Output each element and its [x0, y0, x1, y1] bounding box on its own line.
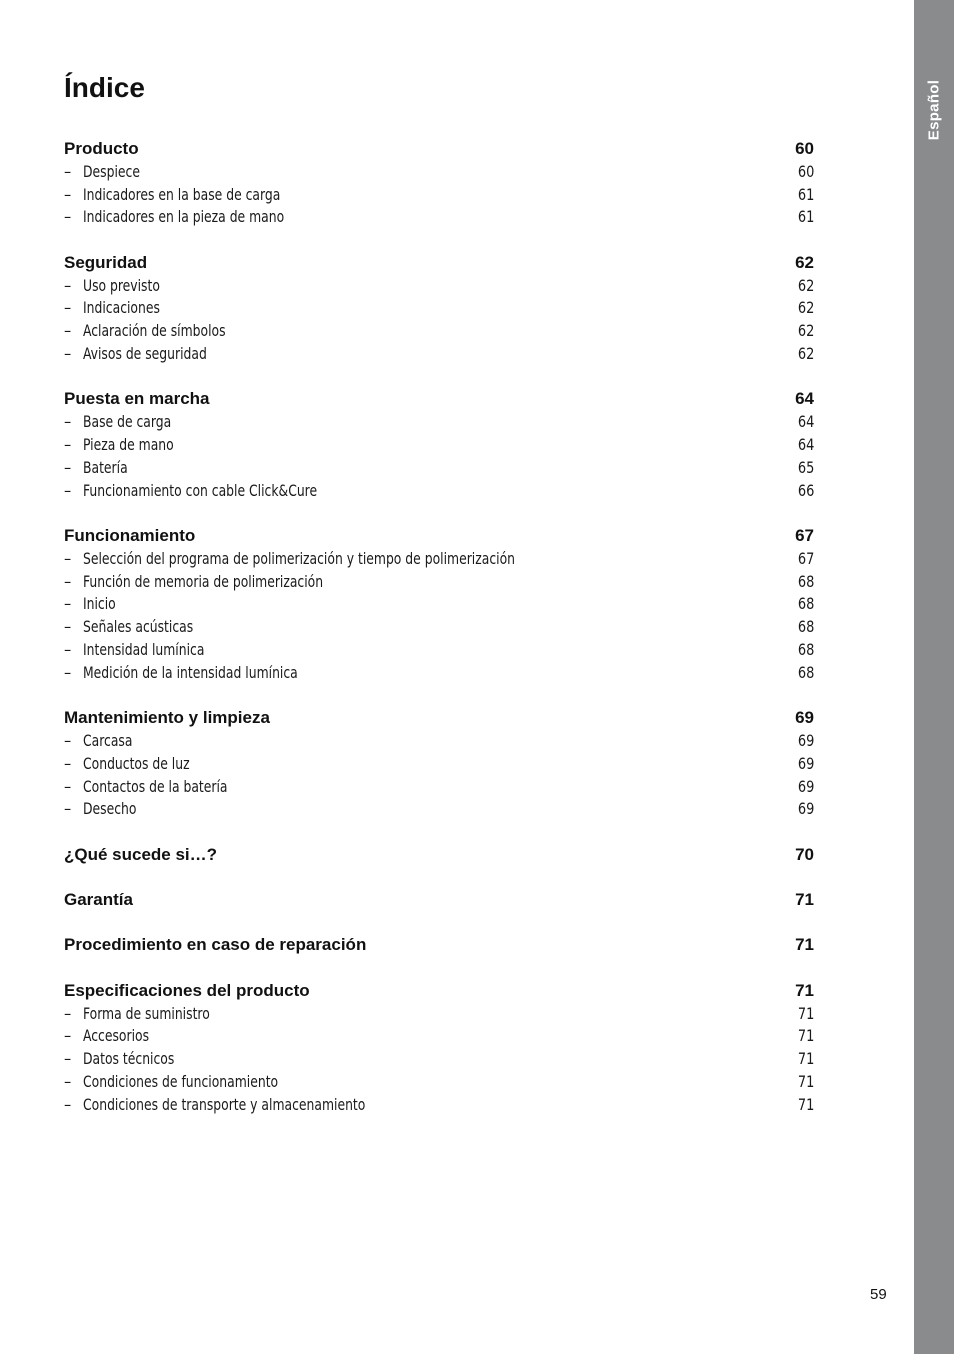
toc-entry-page: 71 — [797, 1072, 814, 1092]
toc-section — [64, 844, 814, 867]
toc-entry-page: 60 — [797, 161, 814, 181]
toc-entry-left — [64, 662, 333, 685]
toc-entry-page: 67 — [797, 548, 814, 568]
toc-entry[interactable] — [64, 639, 814, 662]
toc-section-heading[interactable] — [64, 934, 814, 957]
dash-bullet: – — [64, 799, 72, 819]
dash-bullet: – — [64, 662, 72, 682]
toc-section-title: ¿Qué sucede si…? — [64, 844, 218, 864]
toc-entry-label: Base de carga — [83, 412, 172, 432]
toc-entry-label: Desecho — [83, 799, 137, 819]
page-title: Índice — [64, 72, 145, 103]
toc-entry-label: Condiciones de funcionamiento — [83, 1072, 279, 1092]
toc-section-title: Producto — [64, 139, 139, 158]
toc-entry-label: Condiciones de transporte y almacenamiento — [83, 1094, 366, 1114]
dash-bullet: – — [64, 730, 72, 750]
toc-entry-left — [64, 548, 585, 571]
toc-entry[interactable] — [64, 434, 814, 457]
dash-bullet: – — [64, 1049, 72, 1069]
toc-entry-left — [64, 1048, 189, 1071]
toc-entry-label: Despiece — [83, 161, 140, 181]
toc-section — [64, 252, 814, 366]
toc-entry-left — [64, 730, 141, 753]
toc-entry-left — [64, 1003, 230, 1026]
toc-entry[interactable] — [64, 753, 814, 776]
toc-entry[interactable] — [64, 776, 814, 799]
toc-entry-page: 69 — [797, 799, 814, 819]
toc-entry[interactable] — [64, 798, 814, 821]
toc-entry-left — [64, 434, 188, 457]
toc-entry-page: 71 — [797, 1026, 814, 1046]
toc-section-title: Funcionamiento — [64, 525, 196, 545]
toc-section-page: 64 — [795, 389, 814, 409]
toc-section-heading[interactable] — [64, 844, 814, 867]
toc-entry-page: 68 — [797, 639, 814, 659]
toc-section-page: 71 — [795, 935, 814, 955]
toc-section-title: Seguridad — [64, 252, 148, 272]
toc-entry[interactable] — [64, 320, 814, 343]
toc-entry-page: 68 — [797, 617, 814, 637]
toc-entry-page: 64 — [797, 434, 814, 454]
dash-bullet: – — [64, 298, 72, 318]
toc-entry-label: Funcionamiento con cable Click&Cure — [83, 480, 318, 500]
toc-entry-left — [64, 1094, 411, 1117]
language-side-tab — [914, 0, 954, 1354]
toc-entry-left — [64, 206, 317, 229]
toc-entry-left — [64, 457, 135, 480]
toc-section-page: 70 — [795, 844, 814, 864]
toc-entry-label: Contactos de la batería — [83, 776, 228, 796]
toc-section-title: Mantenimiento y limpieza — [64, 708, 270, 728]
toc-entry[interactable] — [64, 593, 814, 616]
toc-section — [64, 138, 814, 229]
toc-entry-label: Avisos de seguridad — [83, 343, 207, 363]
dash-bullet: – — [64, 412, 72, 432]
toc-entry[interactable] — [64, 184, 814, 207]
toc-entry[interactable] — [64, 548, 814, 571]
toc-entry-label: Selección del programa de polimerización y tiempo de polimerización — [83, 548, 515, 568]
toc-section-title: Puesta en marcha — [64, 389, 210, 409]
toc-entry[interactable] — [64, 616, 814, 639]
toc-entry[interactable] — [64, 1071, 814, 1094]
toc-entry-label: Batería — [83, 457, 128, 477]
toc-entry[interactable] — [64, 343, 814, 366]
page-number: 59 — [870, 1286, 887, 1303]
language-label: Español — [925, 79, 943, 141]
toc-entry-left — [64, 297, 172, 320]
toc-entry-page: 71 — [797, 1003, 814, 1023]
toc-entry[interactable] — [64, 297, 814, 320]
toc-section-page: 71 — [795, 980, 814, 1000]
toc-entry-page: 71 — [797, 1049, 814, 1069]
toc-entry-label: Carcasa — [83, 730, 133, 750]
toc-entry-label: Indicaciones — [83, 298, 160, 318]
toc-section — [64, 388, 814, 502]
toc-section — [64, 980, 814, 1117]
toc-entry-page: 61 — [797, 184, 814, 204]
dash-bullet: – — [64, 1003, 72, 1023]
toc-section — [64, 707, 814, 821]
dash-bullet: – — [64, 1094, 72, 1114]
toc-entry-label: Medición de la intensidad lumínica — [83, 662, 298, 682]
dash-bullet: – — [64, 457, 72, 477]
toc-entry-left — [64, 411, 186, 434]
toc-entry-left — [64, 753, 207, 776]
toc-entry-left — [64, 1025, 160, 1048]
toc-section-page: 62 — [795, 252, 814, 272]
dash-bullet: – — [64, 1026, 72, 1046]
toc-section-page: 69 — [795, 708, 814, 728]
toc-entry[interactable] — [64, 730, 814, 753]
toc-entry-page: 62 — [797, 275, 814, 295]
toc-entry-left — [64, 343, 227, 366]
toc-entry-label: Forma de suministro — [83, 1003, 210, 1023]
dash-bullet: – — [64, 184, 72, 204]
toc-entry-left — [64, 275, 172, 298]
toc-entry[interactable] — [64, 457, 814, 480]
toc-entry-label: Conductos de luz — [83, 753, 190, 773]
toc-entry-page: 62 — [797, 343, 814, 363]
table-of-contents — [64, 138, 814, 1139]
toc-entry[interactable] — [64, 1094, 814, 1117]
toc-section-heading[interactable] — [64, 138, 814, 161]
toc-entry[interactable] — [64, 1048, 814, 1071]
toc-entry-page: 69 — [797, 776, 814, 796]
toc-entry-page: 68 — [797, 571, 814, 591]
dash-bullet: – — [64, 321, 72, 341]
toc-entry-page: 69 — [797, 753, 814, 773]
dash-bullet: – — [64, 480, 72, 500]
toc-entry-label: Accesorios — [83, 1026, 150, 1046]
dash-bullet: – — [64, 639, 72, 659]
toc-entry-left — [64, 571, 362, 594]
toc-entry-left — [64, 639, 224, 662]
toc-entry-label: Datos técnicos — [83, 1049, 175, 1069]
toc-section-page: 67 — [795, 525, 814, 545]
toc-section-title: Especificaciones del producto — [64, 980, 310, 1000]
toc-entry-left — [64, 320, 249, 343]
toc-entry-label: Uso previsto — [83, 275, 160, 295]
toc-section-title: Procedimiento en caso de reparación — [64, 935, 367, 955]
toc-entry[interactable] — [64, 480, 814, 503]
toc-entry-left — [64, 161, 149, 184]
toc-section-heading[interactable] — [64, 889, 814, 912]
dash-bullet: – — [64, 776, 72, 796]
toc-entry-left — [64, 593, 121, 616]
dash-bullet: – — [64, 275, 72, 295]
toc-section-title: Garantía — [64, 890, 133, 910]
dash-bullet: – — [64, 161, 72, 181]
toc-entry[interactable] — [64, 1003, 814, 1026]
toc-section — [64, 934, 814, 957]
dash-bullet: – — [64, 571, 72, 591]
toc-entry-label: Indicadores en la pieza de mano — [83, 207, 285, 227]
toc-entry-label: Pieza de mano — [83, 434, 174, 454]
toc-entry-page: 66 — [797, 480, 814, 500]
dash-bullet: – — [64, 434, 72, 454]
toc-entry-label: Señales acústicas — [83, 617, 194, 637]
toc-entry[interactable] — [64, 275, 814, 298]
toc-section-heading[interactable] — [64, 525, 814, 548]
toc-entry-label: Indicadores en la base de carga — [83, 184, 281, 204]
toc-entry[interactable] — [64, 161, 814, 184]
toc-entry-page: 62 — [797, 298, 814, 318]
toc-section-heading[interactable] — [64, 388, 814, 411]
toc-entry-page: 62 — [797, 321, 814, 341]
toc-entry-label: Función de memoria de polimerización — [83, 571, 324, 591]
toc-section-page: 60 — [795, 139, 814, 158]
toc-section-heading[interactable] — [64, 707, 814, 730]
toc-entry[interactable] — [64, 206, 814, 229]
toc-entry-left — [64, 616, 211, 639]
toc-entry-page: 68 — [797, 594, 814, 614]
toc-entry-left — [64, 1071, 310, 1094]
toc-entry-page: 68 — [797, 662, 814, 682]
toc-entry[interactable] — [64, 411, 814, 434]
toc-entry-page: 69 — [797, 730, 814, 750]
toc-entry-label: Inicio — [83, 594, 116, 614]
toc-entry-left — [64, 798, 145, 821]
toc-section — [64, 889, 814, 912]
toc-entry-label: Aclaración de símbolos — [83, 321, 226, 341]
toc-entry-page: 65 — [797, 457, 814, 477]
dash-bullet: – — [64, 753, 72, 773]
toc-section-heading[interactable] — [64, 252, 814, 275]
toc-entry[interactable] — [64, 662, 814, 685]
toc-entry-left — [64, 480, 355, 503]
toc-entry-left — [64, 184, 312, 207]
toc-entry-page: 64 — [797, 412, 814, 432]
toc-entry-page: 61 — [797, 207, 814, 227]
toc-section-page: 71 — [795, 890, 814, 910]
toc-section-heading[interactable] — [64, 980, 814, 1003]
dash-bullet: – — [64, 548, 72, 568]
dash-bullet: – — [64, 1072, 72, 1092]
dash-bullet: – — [64, 343, 72, 363]
toc-section — [64, 525, 814, 685]
toc-entry-left — [64, 776, 251, 799]
toc-entry-page: 71 — [797, 1094, 814, 1114]
dash-bullet: – — [64, 594, 72, 614]
dash-bullet: – — [64, 617, 72, 637]
toc-entry-label: Intensidad lumínica — [83, 639, 205, 659]
dash-bullet: – — [64, 207, 72, 227]
toc-entry[interactable] — [64, 571, 814, 594]
toc-entry[interactable] — [64, 1025, 814, 1048]
